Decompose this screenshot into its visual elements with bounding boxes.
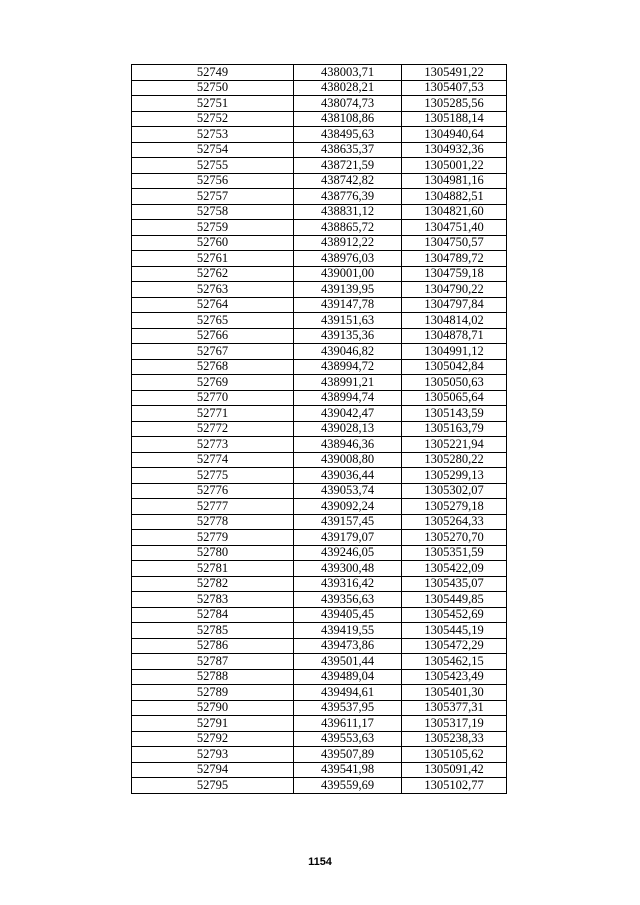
point-number-cell: 52772 <box>132 421 294 437</box>
point-number-cell: 52789 <box>132 685 294 701</box>
y-coordinate-cell: 1305050,63 <box>402 375 507 391</box>
coordinates-table <box>131 64 507 794</box>
x-coordinate-cell: 438976,03 <box>294 251 402 267</box>
x-coordinate-cell: 439046,82 <box>294 344 402 360</box>
table-row <box>132 189 507 205</box>
x-coordinate-cell: 439246,05 <box>294 545 402 561</box>
point-number-cell: 52763 <box>132 282 294 298</box>
table-row <box>132 390 507 406</box>
table-row <box>132 158 507 174</box>
table-row <box>132 576 507 592</box>
table-row <box>132 297 507 313</box>
point-number-cell: 52762 <box>132 266 294 282</box>
point-number-cell: 52760 <box>132 235 294 251</box>
page-number: 1154 <box>308 856 332 868</box>
point-number-cell: 52774 <box>132 452 294 468</box>
y-coordinate-cell: 1305462,15 <box>402 654 507 670</box>
x-coordinate-cell: 438991,21 <box>294 375 402 391</box>
y-coordinate-cell: 1305102,77 <box>402 778 507 794</box>
y-coordinate-cell: 1305302,07 <box>402 483 507 499</box>
y-coordinate-cell: 1305285,56 <box>402 96 507 112</box>
table-row <box>132 111 507 127</box>
x-coordinate-cell: 439151,63 <box>294 313 402 329</box>
table-row <box>132 344 507 360</box>
table-row <box>132 468 507 484</box>
x-coordinate-cell: 439419,55 <box>294 623 402 639</box>
y-coordinate-cell: 1305472,29 <box>402 638 507 654</box>
y-coordinate-cell: 1304821,60 <box>402 204 507 220</box>
x-coordinate-cell: 439028,13 <box>294 421 402 437</box>
y-coordinate-cell: 1304751,40 <box>402 220 507 236</box>
table-row <box>132 716 507 732</box>
table-row <box>132 778 507 794</box>
point-number-cell: 52793 <box>132 747 294 763</box>
y-coordinate-cell: 1305299,13 <box>402 468 507 484</box>
table-row <box>132 762 507 778</box>
x-coordinate-cell: 439356,63 <box>294 592 402 608</box>
point-number-cell: 52784 <box>132 607 294 623</box>
table-row <box>132 173 507 189</box>
x-coordinate-cell: 439553,63 <box>294 731 402 747</box>
x-coordinate-cell: 439139,95 <box>294 282 402 298</box>
x-coordinate-cell: 439507,89 <box>294 747 402 763</box>
point-number-cell: 52766 <box>132 328 294 344</box>
y-coordinate-cell: 1305143,59 <box>402 406 507 422</box>
y-coordinate-cell: 1305264,33 <box>402 514 507 530</box>
x-coordinate-cell: 439559,69 <box>294 778 402 794</box>
table-row <box>132 266 507 282</box>
y-coordinate-cell: 1305163,79 <box>402 421 507 437</box>
x-coordinate-cell: 438074,73 <box>294 96 402 112</box>
y-coordinate-cell: 1305407,53 <box>402 80 507 96</box>
point-number-cell: 52751 <box>132 96 294 112</box>
y-coordinate-cell: 1304790,22 <box>402 282 507 298</box>
x-coordinate-cell: 439147,78 <box>294 297 402 313</box>
point-number-cell: 52786 <box>132 638 294 654</box>
y-coordinate-cell: 1305221,94 <box>402 437 507 453</box>
table-row <box>132 669 507 685</box>
point-number-cell: 52775 <box>132 468 294 484</box>
x-coordinate-cell: 439300,48 <box>294 561 402 577</box>
table-row <box>132 483 507 499</box>
x-coordinate-cell: 438994,72 <box>294 359 402 375</box>
table-row <box>132 282 507 298</box>
x-coordinate-cell: 439489,04 <box>294 669 402 685</box>
table-row <box>132 638 507 654</box>
table-row <box>132 607 507 623</box>
y-coordinate-cell: 1304759,18 <box>402 266 507 282</box>
x-coordinate-cell: 439179,07 <box>294 530 402 546</box>
table-row <box>132 592 507 608</box>
table-row <box>132 127 507 143</box>
table-row <box>132 96 507 112</box>
x-coordinate-cell: 438635,37 <box>294 142 402 158</box>
x-coordinate-cell: 439042,47 <box>294 406 402 422</box>
point-number-cell: 52770 <box>132 390 294 406</box>
table-row <box>132 545 507 561</box>
point-number-cell: 52755 <box>132 158 294 174</box>
y-coordinate-cell: 1305449,85 <box>402 592 507 608</box>
x-coordinate-cell: 439135,36 <box>294 328 402 344</box>
point-number-cell: 52752 <box>132 111 294 127</box>
x-coordinate-cell: 438108,86 <box>294 111 402 127</box>
table-row <box>132 142 507 158</box>
table-row <box>132 499 507 515</box>
y-coordinate-cell: 1305422,09 <box>402 561 507 577</box>
table-row <box>132 359 507 375</box>
table-row <box>132 452 507 468</box>
y-coordinate-cell: 1304981,16 <box>402 173 507 189</box>
y-coordinate-cell: 1305001,22 <box>402 158 507 174</box>
y-coordinate-cell: 1304882,51 <box>402 189 507 205</box>
table-row <box>132 731 507 747</box>
table-row <box>132 514 507 530</box>
y-coordinate-cell: 1305401,30 <box>402 685 507 701</box>
x-coordinate-cell: 438721,59 <box>294 158 402 174</box>
x-coordinate-cell: 439501,44 <box>294 654 402 670</box>
y-coordinate-cell: 1305452,69 <box>402 607 507 623</box>
x-coordinate-cell: 439611,17 <box>294 716 402 732</box>
table-row <box>132 654 507 670</box>
y-coordinate-cell: 1304750,57 <box>402 235 507 251</box>
point-number-cell: 52759 <box>132 220 294 236</box>
point-number-cell: 52753 <box>132 127 294 143</box>
x-coordinate-cell: 439494,61 <box>294 685 402 701</box>
point-number-cell: 52767 <box>132 344 294 360</box>
y-coordinate-cell: 1305317,19 <box>402 716 507 732</box>
point-number-cell: 52781 <box>132 561 294 577</box>
point-number-cell: 52785 <box>132 623 294 639</box>
point-number-cell: 52791 <box>132 716 294 732</box>
table-row <box>132 65 507 81</box>
table-row <box>132 80 507 96</box>
point-number-cell: 52764 <box>132 297 294 313</box>
point-number-cell: 52783 <box>132 592 294 608</box>
y-coordinate-cell: 1304932,36 <box>402 142 507 158</box>
table-row <box>132 313 507 329</box>
table-row <box>132 235 507 251</box>
table-row <box>132 220 507 236</box>
x-coordinate-cell: 439053,74 <box>294 483 402 499</box>
coordinates-table-body <box>132 65 507 794</box>
x-coordinate-cell: 439001,00 <box>294 266 402 282</box>
x-coordinate-cell: 438912,22 <box>294 235 402 251</box>
point-number-cell: 52768 <box>132 359 294 375</box>
point-number-cell: 52794 <box>132 762 294 778</box>
point-number-cell: 52790 <box>132 700 294 716</box>
table-row <box>132 328 507 344</box>
y-coordinate-cell: 1305238,33 <box>402 731 507 747</box>
point-number-cell: 52779 <box>132 530 294 546</box>
table-row <box>132 623 507 639</box>
x-coordinate-cell: 438776,39 <box>294 189 402 205</box>
y-coordinate-cell: 1304991,12 <box>402 344 507 360</box>
table-row <box>132 406 507 422</box>
x-coordinate-cell: 439405,45 <box>294 607 402 623</box>
y-coordinate-cell: 1305445,19 <box>402 623 507 639</box>
y-coordinate-cell: 1304789,72 <box>402 251 507 267</box>
y-coordinate-cell: 1305065,64 <box>402 390 507 406</box>
table-row <box>132 251 507 267</box>
y-coordinate-cell: 1305351,59 <box>402 545 507 561</box>
table-row <box>132 204 507 220</box>
x-coordinate-cell: 439537,95 <box>294 700 402 716</box>
x-coordinate-cell: 438742,82 <box>294 173 402 189</box>
x-coordinate-cell: 439036,44 <box>294 468 402 484</box>
y-coordinate-cell: 1305435,07 <box>402 576 507 592</box>
x-coordinate-cell: 438831,12 <box>294 204 402 220</box>
point-number-cell: 52754 <box>132 142 294 158</box>
x-coordinate-cell: 438865,72 <box>294 220 402 236</box>
point-number-cell: 52776 <box>132 483 294 499</box>
table-row <box>132 700 507 716</box>
point-number-cell: 52787 <box>132 654 294 670</box>
x-coordinate-cell: 439473,86 <box>294 638 402 654</box>
y-coordinate-cell: 1304814,02 <box>402 313 507 329</box>
x-coordinate-cell: 439157,45 <box>294 514 402 530</box>
y-coordinate-cell: 1305423,49 <box>402 669 507 685</box>
point-number-cell: 52765 <box>132 313 294 329</box>
y-coordinate-cell: 1304878,71 <box>402 328 507 344</box>
y-coordinate-cell: 1305188,14 <box>402 111 507 127</box>
point-number-cell: 52773 <box>132 437 294 453</box>
x-coordinate-cell: 439092,24 <box>294 499 402 515</box>
table-row <box>132 530 507 546</box>
point-number-cell: 52769 <box>132 375 294 391</box>
x-coordinate-cell: 438946,36 <box>294 437 402 453</box>
point-number-cell: 52792 <box>132 731 294 747</box>
point-number-cell: 52795 <box>132 778 294 794</box>
y-coordinate-cell: 1305491,22 <box>402 65 507 81</box>
y-coordinate-cell: 1305105,62 <box>402 747 507 763</box>
table-row <box>132 747 507 763</box>
point-number-cell: 52756 <box>132 173 294 189</box>
y-coordinate-cell: 1305270,70 <box>402 530 507 546</box>
point-number-cell: 52788 <box>132 669 294 685</box>
y-coordinate-cell: 1305377,31 <box>402 700 507 716</box>
y-coordinate-cell: 1305091,42 <box>402 762 507 778</box>
point-number-cell: 52749 <box>132 65 294 81</box>
x-coordinate-cell: 438028,21 <box>294 80 402 96</box>
point-number-cell: 52761 <box>132 251 294 267</box>
x-coordinate-cell: 438994,74 <box>294 390 402 406</box>
point-number-cell: 52780 <box>132 545 294 561</box>
table-row <box>132 421 507 437</box>
point-number-cell: 52750 <box>132 80 294 96</box>
y-coordinate-cell: 1305042,84 <box>402 359 507 375</box>
y-coordinate-cell: 1304940,64 <box>402 127 507 143</box>
point-number-cell: 52757 <box>132 189 294 205</box>
table-row <box>132 561 507 577</box>
x-coordinate-cell: 439316,42 <box>294 576 402 592</box>
point-number-cell: 52771 <box>132 406 294 422</box>
point-number-cell: 52778 <box>132 514 294 530</box>
x-coordinate-cell: 439008,80 <box>294 452 402 468</box>
y-coordinate-cell: 1305280,22 <box>402 452 507 468</box>
x-coordinate-cell: 438003,71 <box>294 65 402 81</box>
table-row <box>132 437 507 453</box>
x-coordinate-cell: 439541,98 <box>294 762 402 778</box>
point-number-cell: 52777 <box>132 499 294 515</box>
y-coordinate-cell: 1305279,18 <box>402 499 507 515</box>
point-number-cell: 52782 <box>132 576 294 592</box>
point-number-cell: 52758 <box>132 204 294 220</box>
table-row <box>132 685 507 701</box>
table-row <box>132 375 507 391</box>
x-coordinate-cell: 438495,63 <box>294 127 402 143</box>
y-coordinate-cell: 1304797,84 <box>402 297 507 313</box>
